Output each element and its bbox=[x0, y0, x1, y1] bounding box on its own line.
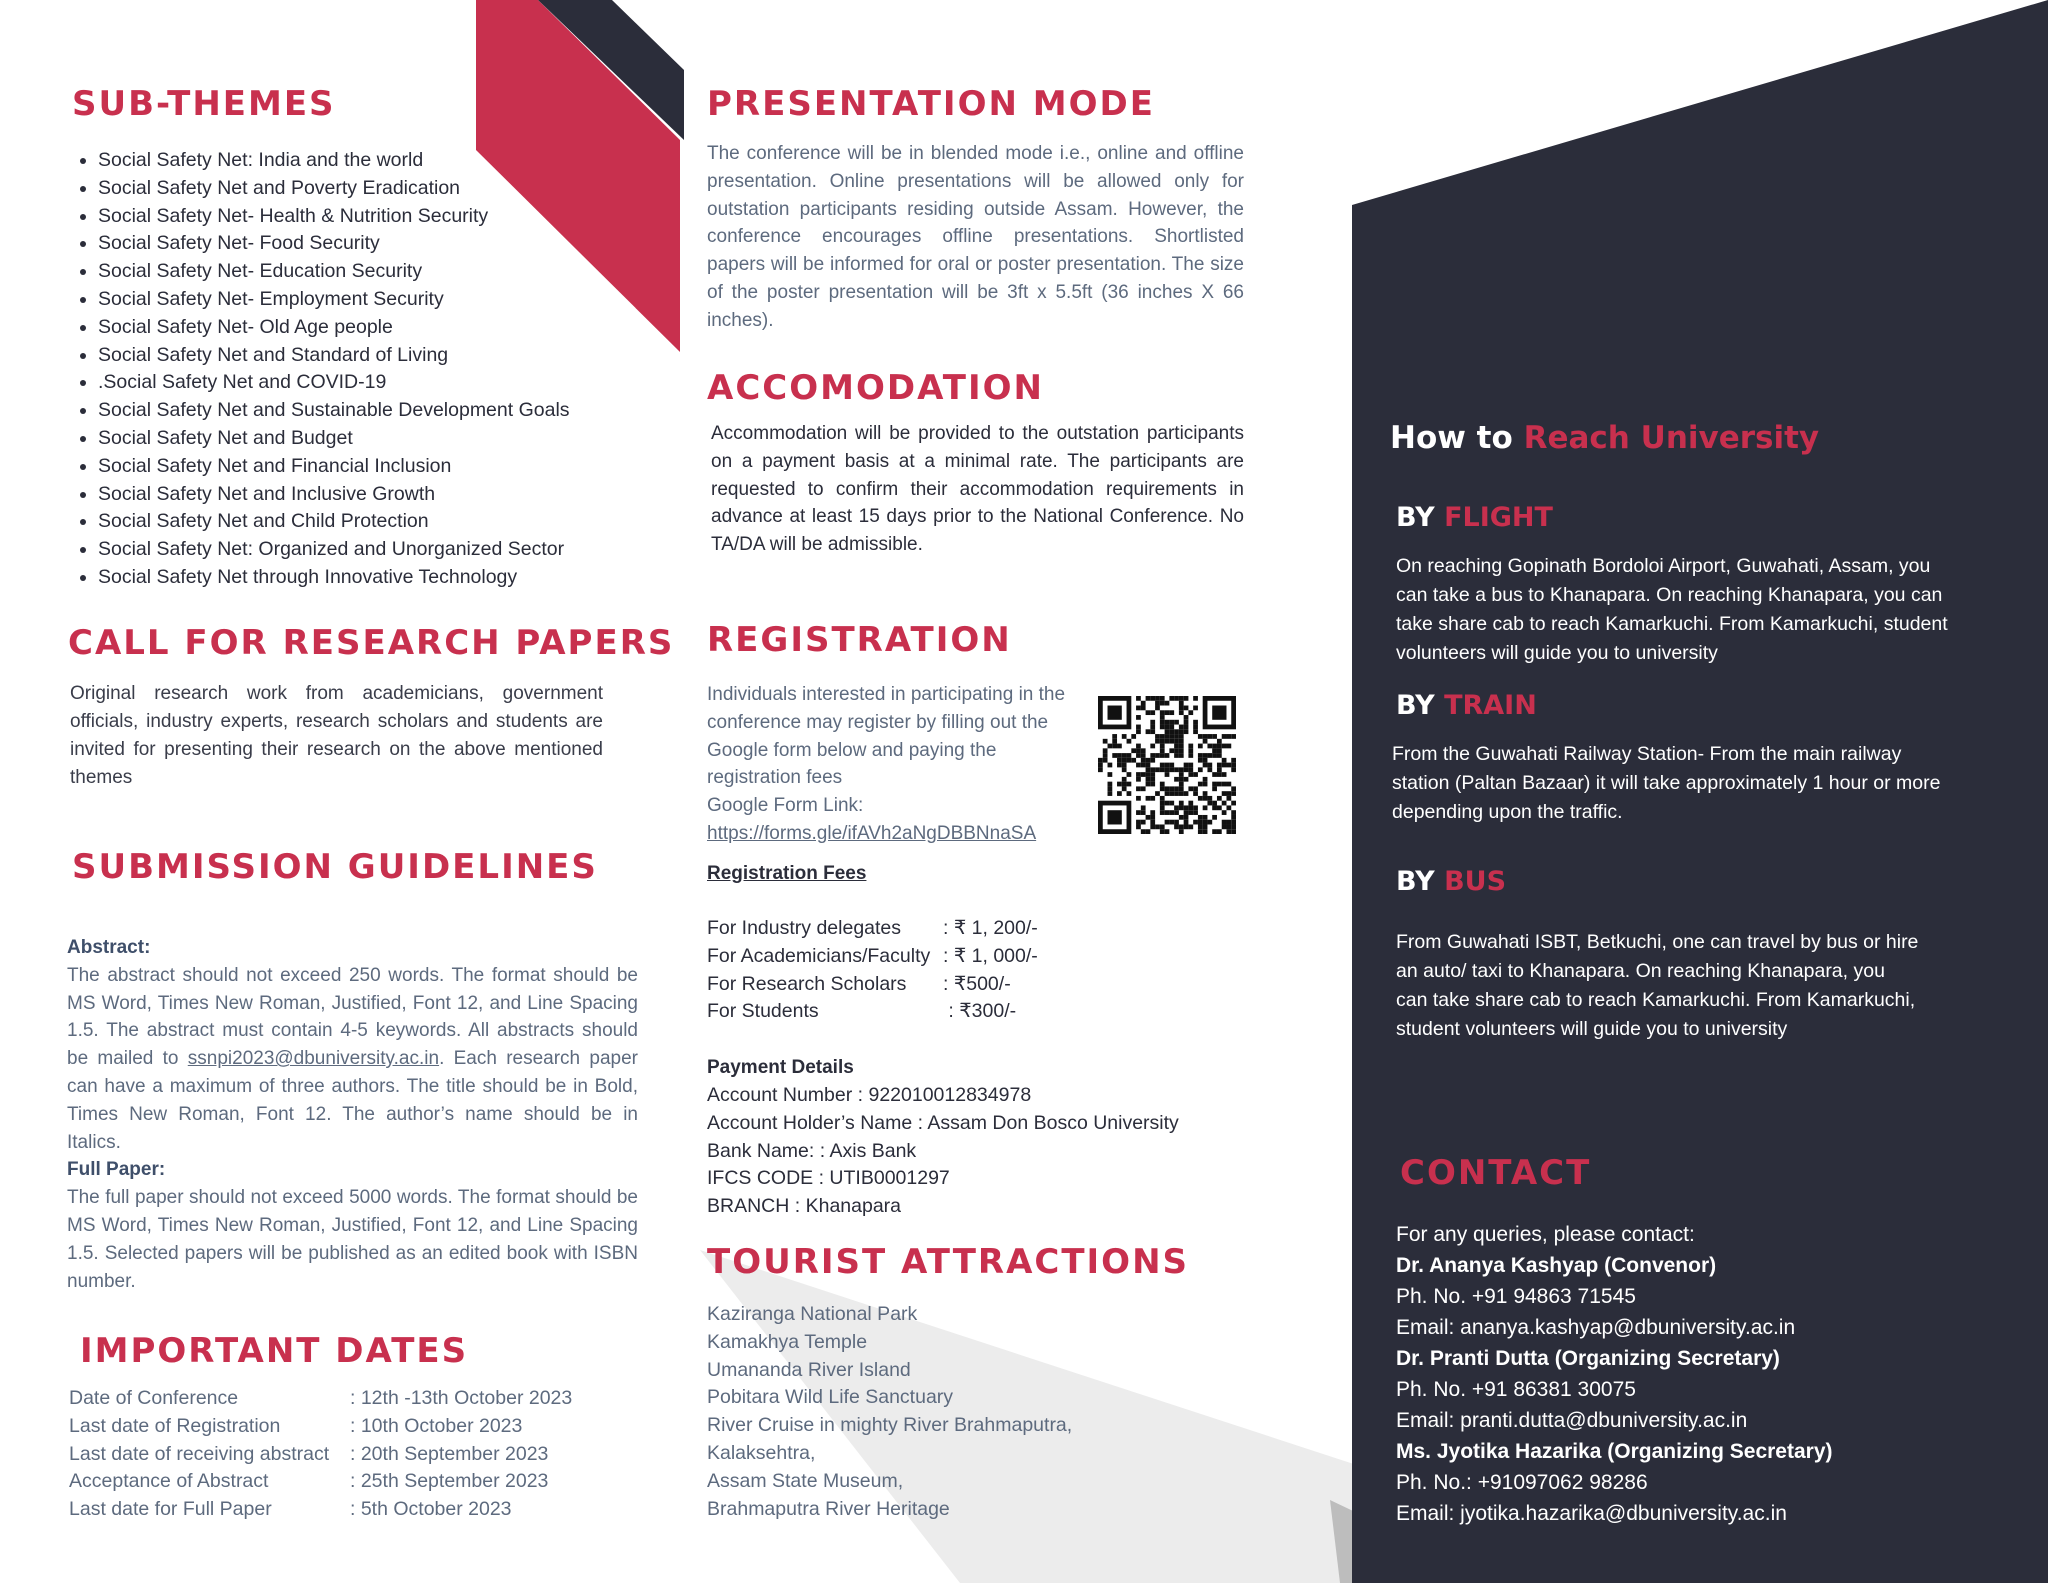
contact-email[interactable]: Email: ananya.kashyap@dbuniversity.ac.in bbox=[1396, 1316, 1796, 1339]
date-value: : 25th September 2023 bbox=[350, 1470, 549, 1493]
sub-theme-item: • Social Safety Net and Budget bbox=[98, 425, 668, 453]
submission-guidelines-heading: SUBMISSION GUIDELINES bbox=[72, 847, 598, 887]
contact-name: Dr. Pranti Dutta (Organizing Secretary) bbox=[1396, 1347, 1780, 1370]
sub-theme-item: • Social Safety Net- Education Security bbox=[98, 258, 668, 286]
sub-theme-item: • Social Safety Net and Inclusive Growth bbox=[98, 481, 668, 509]
fee-row bbox=[707, 998, 1038, 1026]
date-value: : 10th October 2023 bbox=[350, 1414, 523, 1437]
date-value: : 5th October 2023 bbox=[350, 1498, 512, 1521]
payment-line: Bank Name: : Axis Bank bbox=[707, 1139, 917, 1162]
tourist-attraction-item: Brahmaputra River Heritage bbox=[707, 1497, 950, 1520]
contact-phone[interactable]: Ph. No. +91 94863 71545 bbox=[1396, 1285, 1636, 1308]
registration-heading: REGISTRATION bbox=[707, 620, 1012, 660]
contact-heading: CONTACT bbox=[1400, 1153, 1592, 1193]
by-bus-mode: BUS bbox=[1444, 866, 1507, 897]
payment-line: IFCS CODE : UTIB0001297 bbox=[707, 1167, 950, 1190]
important-dates-heading: IMPORTANT DATES bbox=[80, 1331, 469, 1371]
by-flight-text: On reaching Gopinath Bordoloi Airport, Guwahati, Assam, you can take a bus to Khanapara. On reaching Khanapara, you can take share cab to reach Kamarkuchi. From Kamarkuchi, student volunteers will guide you to university bbox=[1396, 555, 1948, 664]
date-label: Last date of Registration bbox=[69, 1414, 281, 1437]
how-to-reach-heading bbox=[1390, 420, 1819, 456]
fee-label: For Students bbox=[707, 1000, 819, 1023]
payment-line: Account Number : 922010012834978 bbox=[707, 1084, 1032, 1106]
how-to-reach-heading-accent: Reach University bbox=[1523, 420, 1820, 456]
fee-label: For Academicians/Faculty bbox=[707, 944, 931, 967]
by-train-by: BY bbox=[1396, 690, 1445, 721]
sub-theme-item: • Social Safety Net- Health & Nutrition Security bbox=[98, 203, 668, 231]
how-to-reach-heading-white: How to bbox=[1390, 420, 1524, 456]
accommodation-heading: ACCOMODATION bbox=[707, 368, 1044, 408]
contact-phone[interactable]: Ph. No. +91 86381 30075 bbox=[1396, 1378, 1636, 1401]
tourist-attractions-heading: TOURIST ATTRACTIONS bbox=[707, 1242, 1190, 1282]
google-form-link[interactable]: https://forms.gle/ifAVh2aNgDBBNnaSA bbox=[707, 823, 1037, 844]
registration-fees-table bbox=[707, 915, 1038, 1026]
submission-guidelines-body bbox=[67, 934, 638, 1295]
contact-list bbox=[1396, 1250, 1833, 1529]
contact-name: Ms. Jyotika Hazarika (Organizing Secretary) bbox=[1396, 1440, 1833, 1463]
registration-fees-heading: Registration Fees bbox=[707, 863, 867, 884]
presentation-mode-text: The conference will be in blended mode i.e., online and offline presentation. Online presentations will be allowed only for outstation participants residing outside Assam. However, the conference encourages offline presentations. Shortlisted papers will be informed for oral or poster presentation. The size of the poster presentation will be 3ft x 5.5ft (36 inches X 66 inches). bbox=[707, 143, 1244, 331]
date-value: : 20th September 2023 bbox=[350, 1442, 549, 1465]
fee-value: : ₹500/- bbox=[943, 972, 1011, 995]
important-dates-table bbox=[69, 1385, 572, 1524]
abstract-text bbox=[67, 962, 638, 1157]
fee-value: : ₹ 1, 200/- bbox=[943, 917, 1038, 939]
date-row bbox=[69, 1496, 572, 1524]
contact-intro: For any queries, please contact: bbox=[1396, 1223, 1695, 1246]
sub-theme-item: • Social Safety Net and Child Protection bbox=[98, 508, 668, 536]
date-label: Date of Conference bbox=[69, 1387, 239, 1409]
payment-line: BRANCH : Khanapara bbox=[707, 1195, 902, 1218]
payment-details-heading: Payment Details bbox=[707, 1057, 854, 1078]
by-train-text: From the Guwahati Railway Station- From the main railway station (Paltan Bazaar) it will take approximately 1 hour or more depending upon the traffic. bbox=[1392, 743, 1941, 823]
tourist-attraction-item: Kalaksehtra, bbox=[707, 1441, 816, 1464]
contact-name: Dr. Ananya Kashyap (Convenor) bbox=[1396, 1254, 1717, 1277]
by-bus-by: BY bbox=[1396, 866, 1445, 897]
date-row bbox=[69, 1385, 572, 1413]
fee-row bbox=[707, 943, 1038, 971]
tourist-attraction-item: River Cruise in mighty River Brahmaputra, bbox=[707, 1414, 1073, 1437]
date-label: Acceptance of Abstract bbox=[69, 1470, 269, 1493]
fee-row bbox=[707, 915, 1038, 943]
registration-text: Individuals interested in participating in the conference may register by filling out the Google form below and paying the registration fees bbox=[707, 684, 1066, 789]
by-train-mode: TRAIN bbox=[1444, 690, 1537, 721]
by-train-heading bbox=[1396, 690, 1537, 721]
contact-email[interactable]: Email: jyotika.hazarika@dbuniversity.ac.in bbox=[1396, 1502, 1787, 1525]
by-flight-heading bbox=[1396, 502, 1553, 533]
full-paper-text: The full paper should not exceed 5000 words. The format should be MS Word, Times New Roman, Justified, Font 12, and Line Spacing 1.5. Selected papers will be published as an edited book with ISBN number. bbox=[67, 1187, 638, 1292]
sub-theme-item: • Social Safety Net: India and the world bbox=[98, 147, 668, 175]
sub-theme-item: • Social Safety Net and Poverty Eradication bbox=[98, 175, 668, 203]
abstract-label: Abstract: bbox=[67, 937, 151, 958]
date-row bbox=[69, 1413, 572, 1441]
sub-themes-list-container bbox=[68, 147, 668, 592]
sub-theme-item: • .Social Safety Net and COVID-19 bbox=[98, 369, 668, 397]
tourist-attraction-item: Pobitara Wild Life Sanctuary bbox=[707, 1386, 954, 1409]
fee-label: For Research Scholars bbox=[707, 972, 907, 995]
fee-value: : ₹ 1, 000/- bbox=[943, 944, 1038, 967]
abstract-text-part2: . Each research paper can have a maximum of three authors. The title should be in Bold, Times New Roman, Font 12. The author’s name should be in Italics. bbox=[67, 1048, 638, 1153]
date-row bbox=[69, 1441, 572, 1469]
sub-theme-item: • Social Safety Net through Innovative Technology bbox=[98, 564, 668, 592]
full-paper-label: Full Paper: bbox=[67, 1159, 166, 1181]
tourist-attractions-list bbox=[707, 1301, 1072, 1523]
fee-value: : ₹300/- bbox=[943, 1000, 1017, 1023]
by-flight-by: BY bbox=[1396, 502, 1445, 533]
sub-theme-item: • Social Safety Net and Financial Inclusion bbox=[98, 453, 668, 481]
tourist-attraction-item: Kaziranga National Park bbox=[707, 1303, 918, 1325]
by-bus-text: From Guwahati ISBT, Betkuchi, one can travel by bus or hire an auto/ taxi to Khanapara. On reaching Khanapara, you can take share cab to reach Kamarkuchi. From Kamarkuchi, student volunteers will guide you to university bbox=[1396, 931, 1919, 1040]
by-flight-mode: FLIGHT bbox=[1444, 502, 1553, 533]
tourist-attraction-item: Kamakhya Temple bbox=[707, 1330, 868, 1353]
fee-row bbox=[707, 971, 1038, 999]
payment-details-list bbox=[707, 1082, 1179, 1221]
contact-block bbox=[1396, 1219, 1833, 1529]
contact-phone[interactable]: Ph. No.: +91097062 98286 bbox=[1396, 1471, 1648, 1494]
sub-theme-item: • Social Safety Net and Standard of Living bbox=[98, 342, 668, 370]
sub-theme-item: • Social Safety Net- Old Age people bbox=[98, 314, 668, 342]
google-form-label: Google Form Link: bbox=[707, 795, 864, 816]
accommodation-text: Accommodation will be provided to the outstation participants on a payment basis at a minimal rate. The participants are requested to confirm their accommodation requirements in advance at least 15 days prior to the National Conference. No TA/DA will be admissible. bbox=[711, 423, 1244, 556]
qr-code-icon[interactable] bbox=[1098, 696, 1236, 834]
date-label: Last date of receiving abstract bbox=[69, 1442, 330, 1465]
date-value: : 12th -13th October 2023 bbox=[350, 1387, 573, 1409]
sub-themes-heading: SUB-THEMES bbox=[72, 84, 336, 124]
presentation-mode-heading: PRESENTATION MODE bbox=[707, 84, 1155, 124]
sub-theme-item: • Social Safety Net- Food Security bbox=[98, 230, 668, 258]
tourist-attraction-item: Assam State Museum, bbox=[707, 1469, 904, 1492]
date-row bbox=[69, 1468, 572, 1496]
abstract-text-part1: The abstract should not exceed 250 words. The format should be MS Word, Times New Roman, Justified, Font 12, and Line Spacing 1.5. The abstract must contain 4-5 keywords. All abstracts should be mailed to bbox=[67, 964, 638, 1070]
sub-theme-item: • Social Safety Net- Employment Security bbox=[98, 286, 668, 314]
date-label: Last date for Full Paper bbox=[69, 1498, 272, 1521]
call-for-papers-heading: CALL FOR RESEARCH PAPERS bbox=[68, 623, 675, 663]
sub-themes-list bbox=[68, 147, 668, 592]
contact-email[interactable]: Email: pranti.dutta@dbuniversity.ac.in bbox=[1396, 1409, 1748, 1432]
sub-theme-item: • Social Safety Net: Organized and Unorganized Sector bbox=[98, 536, 668, 564]
fee-label: For Industry delegates bbox=[707, 917, 902, 939]
call-for-papers-text: Original research work from academicians, government officials, industry experts, research scholars and students are invited for presenting their research on the above mentioned themes bbox=[70, 683, 603, 788]
sub-theme-item: • Social Safety Net and Sustainable Development Goals bbox=[98, 397, 668, 425]
abstract-email-link[interactable]: ssnpi2023@dbuniversity.ac.in bbox=[187, 1048, 440, 1070]
by-bus-heading bbox=[1396, 866, 1506, 897]
tourist-attraction-item: Umananda River Island bbox=[707, 1358, 911, 1381]
payment-line: Account Holder’s Name : Assam Don Bosco University bbox=[707, 1111, 1179, 1134]
